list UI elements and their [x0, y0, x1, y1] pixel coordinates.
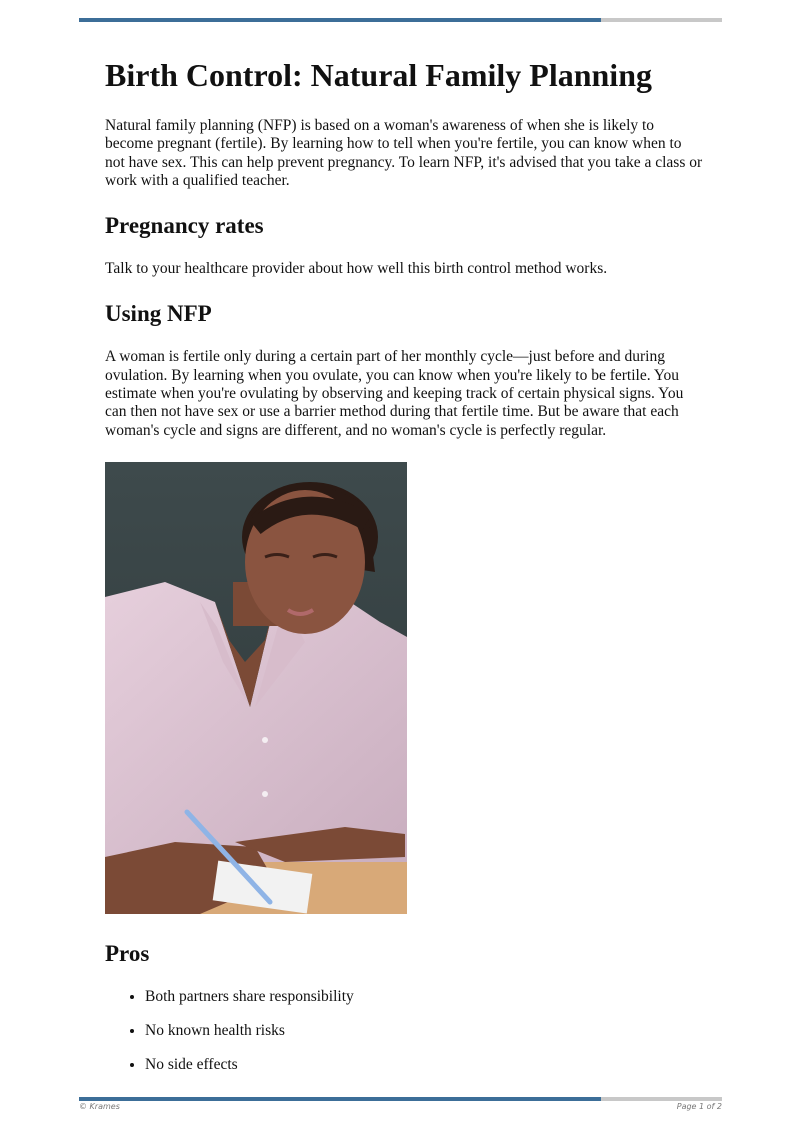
pregnancy-rates-text: Talk to your healthcare provider about how well this birth control method works.	[105, 260, 608, 278]
footer-page-number: Page 1 of 2	[676, 1102, 722, 1111]
pregnancy-rates-heading: Pregnancy rates	[105, 213, 264, 239]
footer-progress-fill	[79, 1097, 601, 1101]
list-item: • Both partners share responsibility	[145, 988, 705, 1006]
footer-copyright: © Krames	[79, 1102, 120, 1111]
page-title: Birth Control: Natural Family Planning	[105, 57, 652, 93]
intro-paragraph: Natural family planning (NFP) is based on a woman's awareness of when she is likely to become pregnant (fertile). By learning how to tell when you're fertile, you can know when to not have sex. This can help prevent pregnancy. To learn NFP, it's advised that you take a class or work with a qualified teacher.	[105, 117, 703, 189]
list-item: • No known health risks	[145, 1022, 705, 1040]
header-progress-bar	[79, 18, 722, 22]
header-progress-fill	[79, 18, 601, 22]
using-nfp-heading: Using NFP	[105, 301, 212, 327]
pros-list	[105, 988, 705, 1074]
list-item: • No side effects	[145, 1056, 705, 1074]
using-nfp-text: A woman is fertile only during a certain part of her monthly cycle—just before and during ovulation. By learning when you ovulate, you can know when you're likely to be fertile. You estimate when you're ovulating by observing and keeping track of certain physical signs. You can then not have sex or use a barrier method during that fertile time. But be aware that each woman's cycle and signs are different, and no woman's cycle is perfectly regular.	[105, 348, 684, 439]
footer-progress-bar	[79, 1097, 722, 1101]
woman-writing-photo	[105, 462, 407, 914]
pros-heading: Pros	[105, 940, 150, 966]
document-body	[105, 55, 705, 1090]
